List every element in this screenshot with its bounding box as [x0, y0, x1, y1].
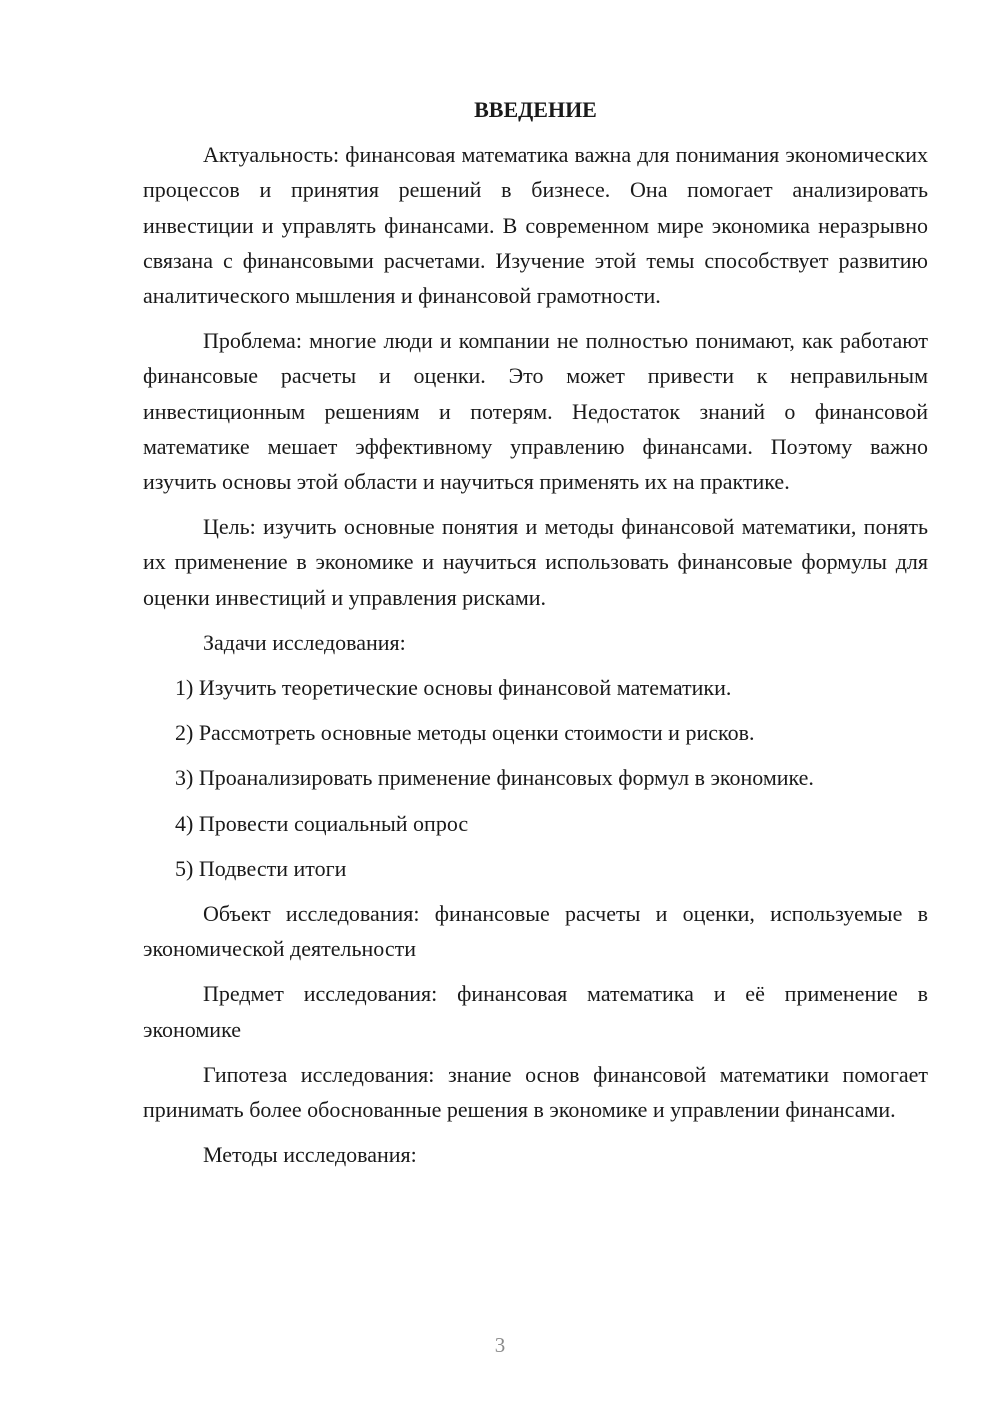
paragraph-hypothesis: Гипотеза исследования: знание основ финансовой математики помогает принимать более обоснованные решения в экономике и управлении финансами. — [143, 1061, 928, 1123]
paragraph-methods: Методы исследования: — [203, 1142, 417, 1168]
task-item: 2) Рассмотреть основные методы оценки стоимости и рисков. — [175, 720, 755, 746]
task-item: 3) Проанализировать применение финансовых формул в экономике. — [175, 765, 814, 791]
tasks-heading: Задачи исследования: — [203, 629, 406, 655]
task-item: 5) Подвести итоги — [175, 855, 347, 881]
task-item: 1) Изучить теоретические основы финансовой математики. — [175, 675, 732, 701]
paragraph-relevance: Актуальность: финансовая математика важна для понимания экономических процессов и принятия решений в бизнесе. Она помогает анализировать инвестиции и управлять финансами. В современном мире экономика неразрывно связана с финансовыми расчетами. Изучение этой темы способствует развитию аналитического мышления и финансовой грамотности. — [143, 142, 928, 309]
page-number: 3 — [494, 1333, 506, 1357]
paragraph-object: Объект исследования: финансовые расчеты и оценки, используемые в экономической деятельности — [143, 901, 928, 962]
task-item: 4) Провести социальный опрос — [175, 810, 469, 836]
paragraph-problem: Проблема: многие люди и компании не полностью понимают, как работают финансовые расчеты и оценки. Это может привести к неправильным инвестиционным решениям и потерям. Недостаток знаний о финансовой математике мешает эффективному управлению финансами. Поэтому важно изучить основы этой области и научиться применять их на практике. — [143, 328, 928, 495]
paragraph-goal: Цель: изучить основные понятия и методы финансовой математики, понять их применение в экономике и научиться использовать финансовые формулы для оценки инвестиций и управления рисками. — [143, 514, 928, 610]
paragraph-subject: Предмет исследования: финансовая математика и её применение в экономике — [143, 981, 928, 1042]
document-page — [143, 92, 928, 1182]
section-title: ВВЕДЕНИЕ — [474, 97, 597, 122]
task-list — [143, 670, 928, 886]
